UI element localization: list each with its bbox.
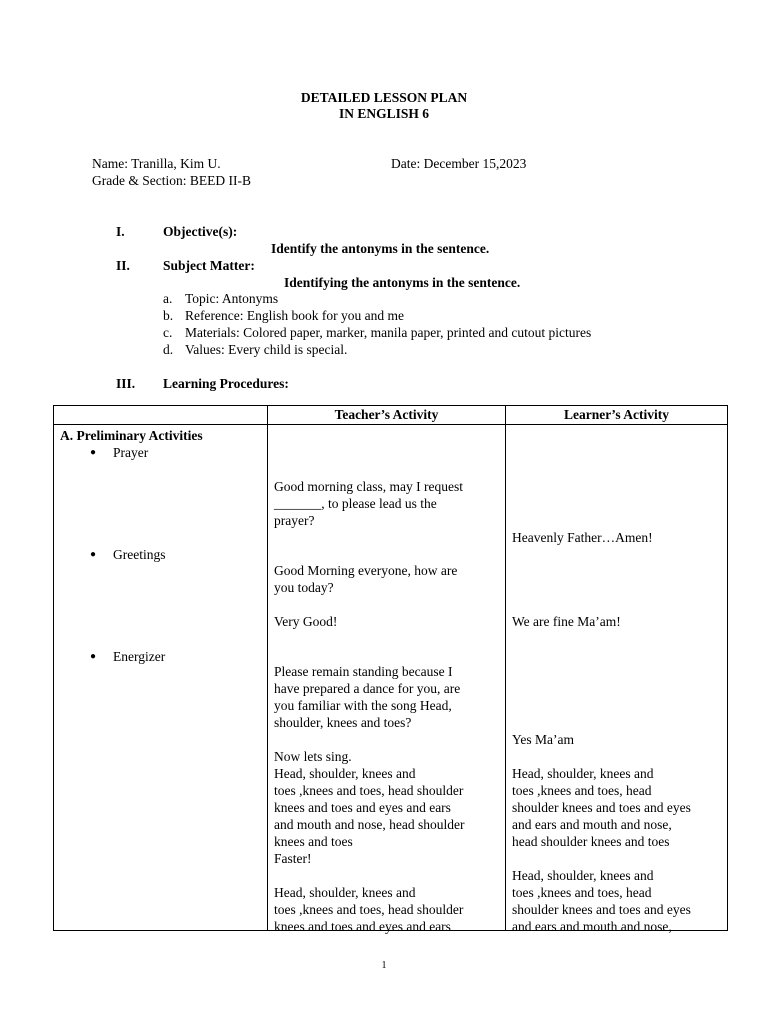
- learner-line: and ears and mouth and nose,: [512, 919, 672, 934]
- teacher-line: have prepared a dance for you, are: [274, 681, 461, 696]
- learner-line: and ears and mouth and nose,: [512, 817, 672, 832]
- teacher-line: toes ,knees and toes, head shoulder: [274, 902, 464, 917]
- date-field: Date: December 15,2023: [391, 156, 527, 171]
- learner-activity-cell: [506, 425, 728, 934]
- subject-text: Identifying the antonyms in the sentence.: [284, 275, 521, 290]
- header-cell-empty: [54, 406, 268, 425]
- learning-procedures-table: [53, 405, 728, 934]
- teacher-line: Faster!: [274, 851, 312, 866]
- preliminary-activities-heading: A. Preliminary Activities: [60, 428, 203, 443]
- teacher-line: you today?: [274, 580, 334, 595]
- learner-line: head shoulder knees and toes: [512, 834, 670, 849]
- bullet-prayer: Prayer: [113, 445, 149, 460]
- learner-line: toes ,knees and toes, head: [512, 885, 652, 900]
- header-teacher-activity: Teacher’s Activity: [268, 406, 506, 425]
- header-learner-activity: Learner’s Activity: [506, 406, 728, 425]
- teacher-line: shoulder, knees and toes?: [274, 715, 412, 730]
- teacher-line: knees and toes: [274, 834, 353, 849]
- procedures-numeral: III.: [116, 376, 136, 391]
- teacher-line: Now lets sing.: [274, 749, 352, 764]
- teacher-line: Very Good!: [274, 614, 338, 629]
- grade-section-field: Grade & Section: BEED II-B: [92, 173, 251, 188]
- bullet-energizer: Energizer: [113, 649, 166, 664]
- table-header-row: [54, 406, 728, 425]
- subject-items-list: a. Topic: Antonyms b. Reference: English book for you and me c. Materials: Colored paper, marker, manila paper, printed and cutout pictures d. Values: Every child is special.: [163, 291, 592, 357]
- teacher-line: Good morning class, may I request: [274, 479, 463, 494]
- objective-numeral: I.: [116, 224, 125, 239]
- learner-line: We are fine Ma’am!: [512, 614, 621, 629]
- table-row: [54, 425, 728, 931]
- bullet-icon: ●: [90, 447, 97, 458]
- subject-numeral: II.: [116, 258, 130, 273]
- bullet-icon: ●: [90, 549, 97, 560]
- learner-line: shoulder knees and toes and eyes: [512, 902, 691, 917]
- learner-line: toes ,knees and toes, head: [512, 783, 652, 798]
- learner-line: Head, shoulder, knees and: [512, 766, 654, 781]
- teacher-line: _______, to please lead us the: [274, 496, 437, 511]
- activity-cell: [54, 425, 268, 931]
- teacher-line: and mouth and nose, head shoulder: [274, 817, 465, 832]
- teacher-line: Please remain standing because I: [274, 664, 453, 679]
- procedures-heading: Learning Procedures:: [163, 376, 289, 391]
- teacher-line: you familiar with the song Head,: [274, 698, 452, 713]
- name-field: Name: Tranilla, Kim U.: [92, 156, 221, 171]
- objective-heading: Objective(s):: [163, 224, 238, 239]
- learner-line: Heavenly Father…Amen!: [512, 530, 653, 545]
- bullet-greetings: Greetings: [113, 547, 166, 562]
- lesson-plan-subtitle: IN ENGLISH 6: [338, 106, 430, 121]
- lesson-plan-title: DETAILED LESSON PLAN: [300, 90, 468, 105]
- teacher-line: toes ,knees and toes, head shoulder: [274, 783, 464, 798]
- teacher-line: prayer?: [274, 513, 315, 528]
- teacher-activity-cell: [268, 425, 506, 934]
- objective-text: Identify the antonyms in the sentence.: [271, 241, 490, 256]
- teacher-line: Head, shoulder, knees and: [274, 766, 416, 781]
- teacher-line: knees and toes and eyes and ears: [274, 919, 451, 934]
- learner-line: shoulder knees and toes and eyes: [512, 800, 691, 815]
- teacher-line: Head, shoulder, knees and: [274, 885, 416, 900]
- teacher-line: knees and toes and eyes and ears: [274, 800, 451, 815]
- page-number: 1: [381, 960, 387, 971]
- learner-line: Yes Ma’am: [512, 732, 575, 747]
- learner-line: Head, shoulder, knees and: [512, 868, 654, 883]
- subject-heading: Subject Matter:: [163, 258, 255, 273]
- teacher-line: Good Morning everyone, how are: [274, 563, 458, 578]
- bullet-icon: ●: [90, 651, 97, 662]
